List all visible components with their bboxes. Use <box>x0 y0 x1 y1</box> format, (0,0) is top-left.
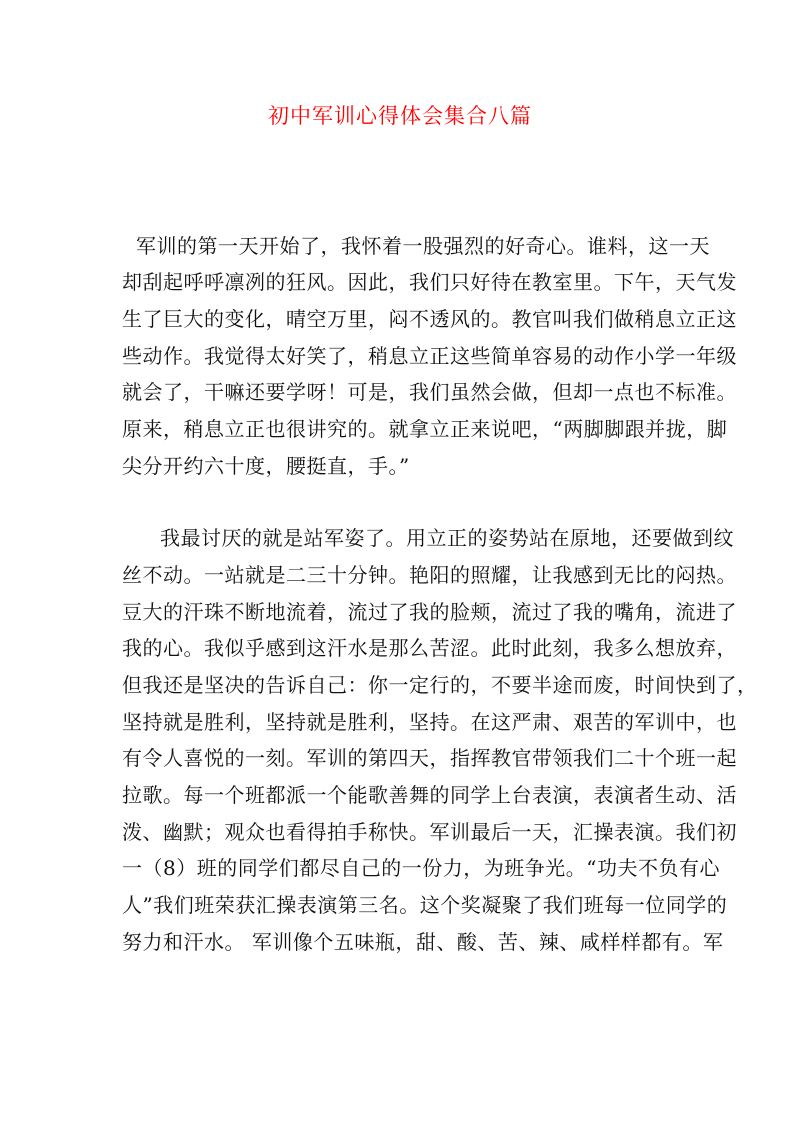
paragraph-1-line-4: 些动作。我觉得太好笑了，稍息立正这些简单容易的动作小学一年级 <box>122 344 737 368</box>
paragraph-2-line-3: 豆大的汗珠不断地流着，流过了我的脸颊，流过了我的嘴角，流进了 <box>122 600 737 624</box>
paragraph-1-line-1: 军训的第一天开始了，我怀着一股强烈的好奇心。谁料，这一天 <box>136 234 710 258</box>
paragraph-1-line-3: 生了巨大的变化，晴空万里，闷不透风的。教官叫我们做稍息立正这 <box>122 307 737 331</box>
paragraph-1-line-5: 就会了，干嘛还要学呀！可是，我们虽然会做，但却一点也不标准。 <box>122 380 737 404</box>
paragraph-2-line-8: 拉歌。每一个班都派一个能歌善舞的同学上台表演，表演者生动、活 <box>122 783 737 807</box>
paragraph-2-line-5: 但我还是坚决的告诉自己：你一定行的，不要半途而废，时间快到了， <box>122 673 758 697</box>
paragraph-2-line-6: 坚持就是胜利，坚持就是胜利，坚持。在这严肃、艰苦的军训中，也 <box>122 710 737 734</box>
paragraph-1-line-6: 原来，稍息立正也很讲究的。就拿立正来说吧，“两脚脚跟并拢，脚 <box>122 417 728 441</box>
paragraph-2-line-4: 我的心。我似乎感到这汗水是那么苦涩。此时此刻，我多么想放弃， <box>122 636 737 660</box>
paragraph-2-line-7: 有令人喜悦的一刻。军训的第四天，指挥教官带领我们二十个班一起 <box>122 746 737 770</box>
paragraph-2-line-11: 人”我们班荣获汇操表演第三名。这个奖凝聚了我们班每一位同学的 <box>122 893 728 917</box>
paragraph-1-line-2: 却刮起呼呼凛冽的狂风。因此，我们只好待在教室里。下午，天气发 <box>122 270 737 294</box>
paragraph-2-line-1: 我最讨厌的就是站军姿了。用立正的姿势站在原地，还要做到纹 <box>160 526 734 550</box>
paragraph-2-line-10: 一（8）班的同学们都尽自己的一份力，为班争光。“功夫不负有心 <box>122 856 720 880</box>
paragraph-1-line-7: 尖分开约六十度，腰挺直，手。” <box>122 454 410 478</box>
document-title: 初中军训心得体会集合八篇 <box>268 104 532 128</box>
paragraph-2-line-9: 泼、幽默；观众也看得拍手称快。军训最后一天，汇操表演。我们初 <box>122 820 737 844</box>
paragraph-2-line-2: 丝不动。一站就是二三十分钟。艳阳的照耀，让我感到无比的闷热。 <box>122 563 737 587</box>
paragraph-2-line-12: 努力和汗水。 军训像个五味瓶，甜、酸、苦、辣、咸样样都有。军 <box>122 930 724 954</box>
